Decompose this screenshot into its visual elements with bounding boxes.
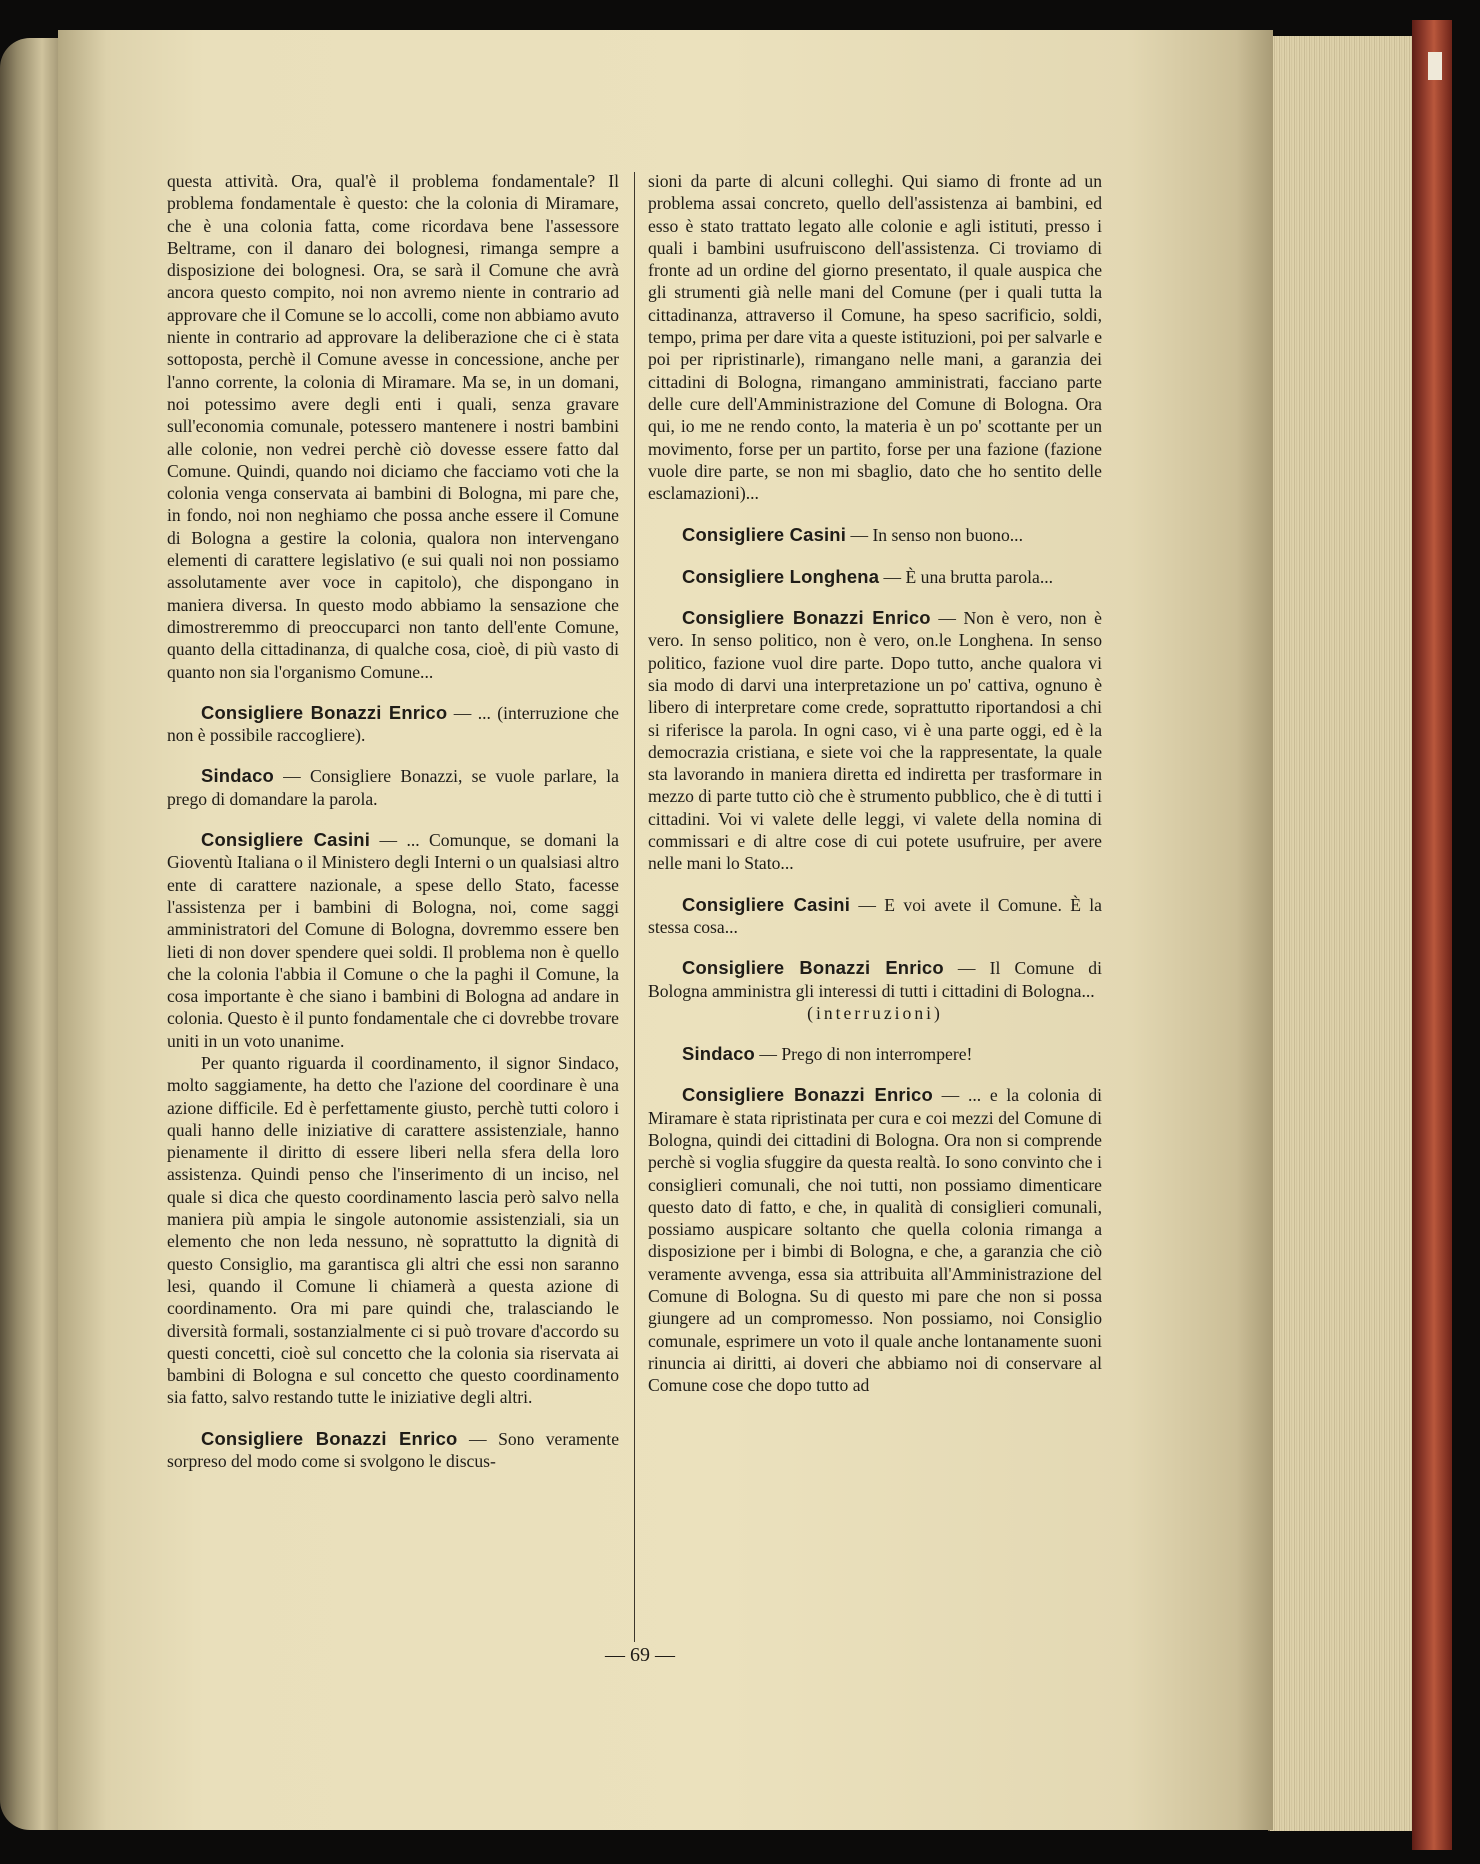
column-divider	[634, 172, 635, 1642]
speaker-name: Consigliere Bonazzi Enrico	[682, 957, 944, 979]
speech-text: — Il Comune di Bologna amministra gli interessi di tutti i cittadini di Bologna...	[648, 958, 1102, 1001]
paragraph: Per quanto riguarda il coordinamento, il signor Sindaco, molto saggiamente, ha detto che l'azione del coordinare è una azione difficile. Ed è perfettamente giusto, perchè tutti coloro i quali hanno delle iniziative di carattere assistenziale, hanno pienamente il diritto di essere liberi nella sfera della loro assistenza. Quindi penso che l'inserimento di un inciso, nel quale si dica che questo coordinamento lascia però salvo nella maniera più ampia le singole autonomie assistenziali, sia un elemento che non leda nessuno, nè soprattutto la dignità di questo Consiglio, ma garantisca gli altri che essi non saranno lesi, quando il Comune li chiamerà a questa azione di coordinamento. Ora mi pare quindi che, tralasciando le diversità formali, sostanzialmente ci si può trovare d'accordo su questi concetti, cioè sul concetto che la colonia sia riservata ai bambini di Bologna e sul concetto che questo coordinamento sia fatto, salvo restando tutte le iniziative degli altri.	[167, 1052, 619, 1408]
speech-text: — ... e la colonia di Miramare è stata ripristinata per cura e coi mezzi del Comune di Bologna, quindi dei cittadini di Bologna. Ora non si comprende perchè si voglia sfuggire da questa realtà. Io sono convinto che i consiglieri comunali, che noi tutti, non possiamo dimenticare questo dato di fatto, e che, in qualità di consiglieri comunali, possiamo auspicare soltanto che quella colonia rimanga a disposizione per i bimbi di Bologna, e che, a garanzia che ciò veramente avvenga, essa sia attribuita all'Amministrazione del Comune di Bologna. Su di questo mi pare che non si possa giungere ad un compromesso. Non possiamo, noi Consiglio comunale, esprimere un voto il quale anche lontanamente suoni rinuncia ai diritti, ai doveri che abbiamo noi di conservare al Comune cose che dopo tutto ad	[648, 1085, 1102, 1396]
speech-entry	[648, 957, 1102, 1002]
speech-text: — Consigliere Bonazzi, se vuole parlare, la prego di domandare la parola.	[167, 766, 619, 809]
speaker-name: Sindaco	[201, 765, 274, 787]
speaker-name: Consigliere Bonazzi Enrico	[682, 1084, 933, 1106]
left-column	[167, 170, 619, 1472]
speech-text: — In senso non buono...	[846, 525, 1023, 546]
speech-entry	[648, 566, 1102, 588]
speech-entry	[167, 1428, 619, 1473]
speech-text: — E voi avete il Comune. È la stessa cosa...	[648, 894, 1102, 937]
speech-entry	[167, 765, 619, 810]
speaker-name: Consigliere Casini	[201, 829, 371, 851]
speaker-name: Consigliere Bonazzi Enrico	[682, 607, 931, 629]
right-column	[648, 170, 1102, 1397]
speech-text: — Prego di non interrompere!	[754, 1044, 973, 1065]
speech-entry	[648, 607, 1102, 875]
interruption-note: (interruzioni)	[807, 1002, 943, 1023]
page-number: — 69 —	[605, 1644, 675, 1666]
speech-entry	[167, 702, 619, 747]
speaker-name: Consigliere Casini	[682, 524, 847, 546]
speech-text: — ... Comunque, se domani la Gioventù Italiana o il Ministero degli Interni o un qualsiasi altro ente di carattere nazionale, a spese dello Stato, facesse l'assistenza per i bambini di Bologna, noi, come saggi amministratori del Comune di Bologna, dovremmo essere ben lieti di non dover spendere quei soldi. Il problema non è quello che la colonia l'abbia il Comune o che la paghi il Comune, la cosa importante è che siano i bambini di Bologna ad andare in colonia. Questo è il punto fondamentale che ci dovrebbe trovare uniti in un voto unanime.	[167, 830, 619, 1051]
speech-entry	[648, 894, 1102, 939]
speech-text: — Sono veramente sorpreso del modo come si svolgono le discus-	[167, 1428, 620, 1472]
speech-text: — È una brutta parola...	[879, 566, 1054, 587]
speech-text: — ... (interruzione che non è possibile raccogliere).	[167, 702, 619, 746]
bookmark-tab	[1428, 52, 1442, 80]
speech-entry	[167, 829, 619, 1052]
book-cover-spine	[1412, 20, 1452, 1850]
speaker-name: Consigliere Longhena	[682, 565, 880, 587]
speech-text: — Non è vero, non è vero. In senso politico, non è vero, on.le Longhena. In senso politico, fazione vuol dire parte. Dopo tutto, anche qualora vi sia modo di darvi una interpretazione un po' cattiva, ognuno è libero di interpretare come crede, soprattutto riportandosi a chi si riferisce la parola. In ogni caso, vi è una parte oggi, ed è la democrazia cristiana, e siete voi che la rappresentate, la quale sta lavorando in maniera diretta ed indiretta per trasformare in mezzo di parte tutto ciò che è strumento pubblico, che è di tutti i cittadini. Voi vi valete delle leggi, vi valete della nomina di commissari e di altre cose di cui potete usufruire, per avere nelle mani lo Stato...	[648, 608, 1102, 874]
intro-paragraph: questa attività. Ora, qual'è il problema fondamentale? Il problema fondamentale è questo: che la colonia di Miramare, che è una colonia fatta, come ricordava bene l'assessore Beltrame, con il danaro dei bolognesi, rimanga sempre a disposizione dei bolognesi. Ora, se sarà il Comune che avrà ancora questo compito, noi non avremo niente in contrario ad approvare che il Comune se lo accolli, come non abbiamo avuto niente in contrario ad approvare la deliberazione che ci è stata sottoposta, perchè il Comune avesse in concessione, anche per l'anno corrente, la colonia di Miramare. Ma se, in un domani, noi potessimo avere degli enti i quali, senza gravare sull'economia comunale, potessero mantenere i nostri bambini alle colonie, non vedrei perchè ciò dovesse essere fatto dal Comune. Quindi, quando noi diciamo che facciamo voti che la colonia venga conservata ai bambini di Bologna, mi pare che, in fondo, noi non neghiamo che possa anche essere il Comune di Bologna a gestire la colonia, qualora non intervengano elementi di carattere legislativo (e sui quali noi non possiamo assolutamente aver voce in capitolo), che dispongano in maniera diversa. In questo modo abbiamo la sensazione che dimostreremmo di preoccuparci non tanto dell'ente Comune, quanto della cittadinanza, di qualche cosa, cioè, di più vasto di quanto non sia l'organismo Comune...	[167, 171, 619, 682]
speech-entry	[648, 524, 1102, 546]
speaker-name: Sindaco	[682, 1043, 755, 1065]
page-block-edges	[1268, 36, 1418, 1831]
speaker-name: Consigliere Bonazzi Enrico	[201, 1427, 458, 1449]
speaker-name: Consigliere Bonazzi Enrico	[201, 701, 448, 723]
speech-entry	[648, 1043, 1102, 1065]
speaker-name: Consigliere Casini	[682, 893, 851, 915]
continuation-paragraph: sioni da parte di alcuni colleghi. Qui siamo di fronte ad un problema assai concreto, quello dell'assistenza ai bambini, ed esso è stato trattato legato alle colonie e agli istituti, presso i quali i bambini usufruiscono dell'assistenza. Ci troviamo di fronte ad un ordine del giorno presentato, il quale auspica che gli strumenti già nelle mani del Comune (per i quali tutta la cittadinanza, attraverso il Comune, ha speso sacrificio, soldi, tempo, prima per dare vita a queste istituzioni, poi per salvarle e poi per ripristinarle), rimangano nelle mani, a garanzia dei cittadini di Bologna, rimangano amministrati, facciano parte delle cure dell'Amministrazione del Comune di Bologna. Ora qui, io me ne rendo conto, la materia è un po' scottante per un movimento, forse per un partito, forse per una fazione (fazione vuole dire parte, se non mi sbaglio, dato che ho sentito delle esclamazioni)...	[648, 171, 1102, 504]
speech-entry	[648, 1084, 1102, 1396]
